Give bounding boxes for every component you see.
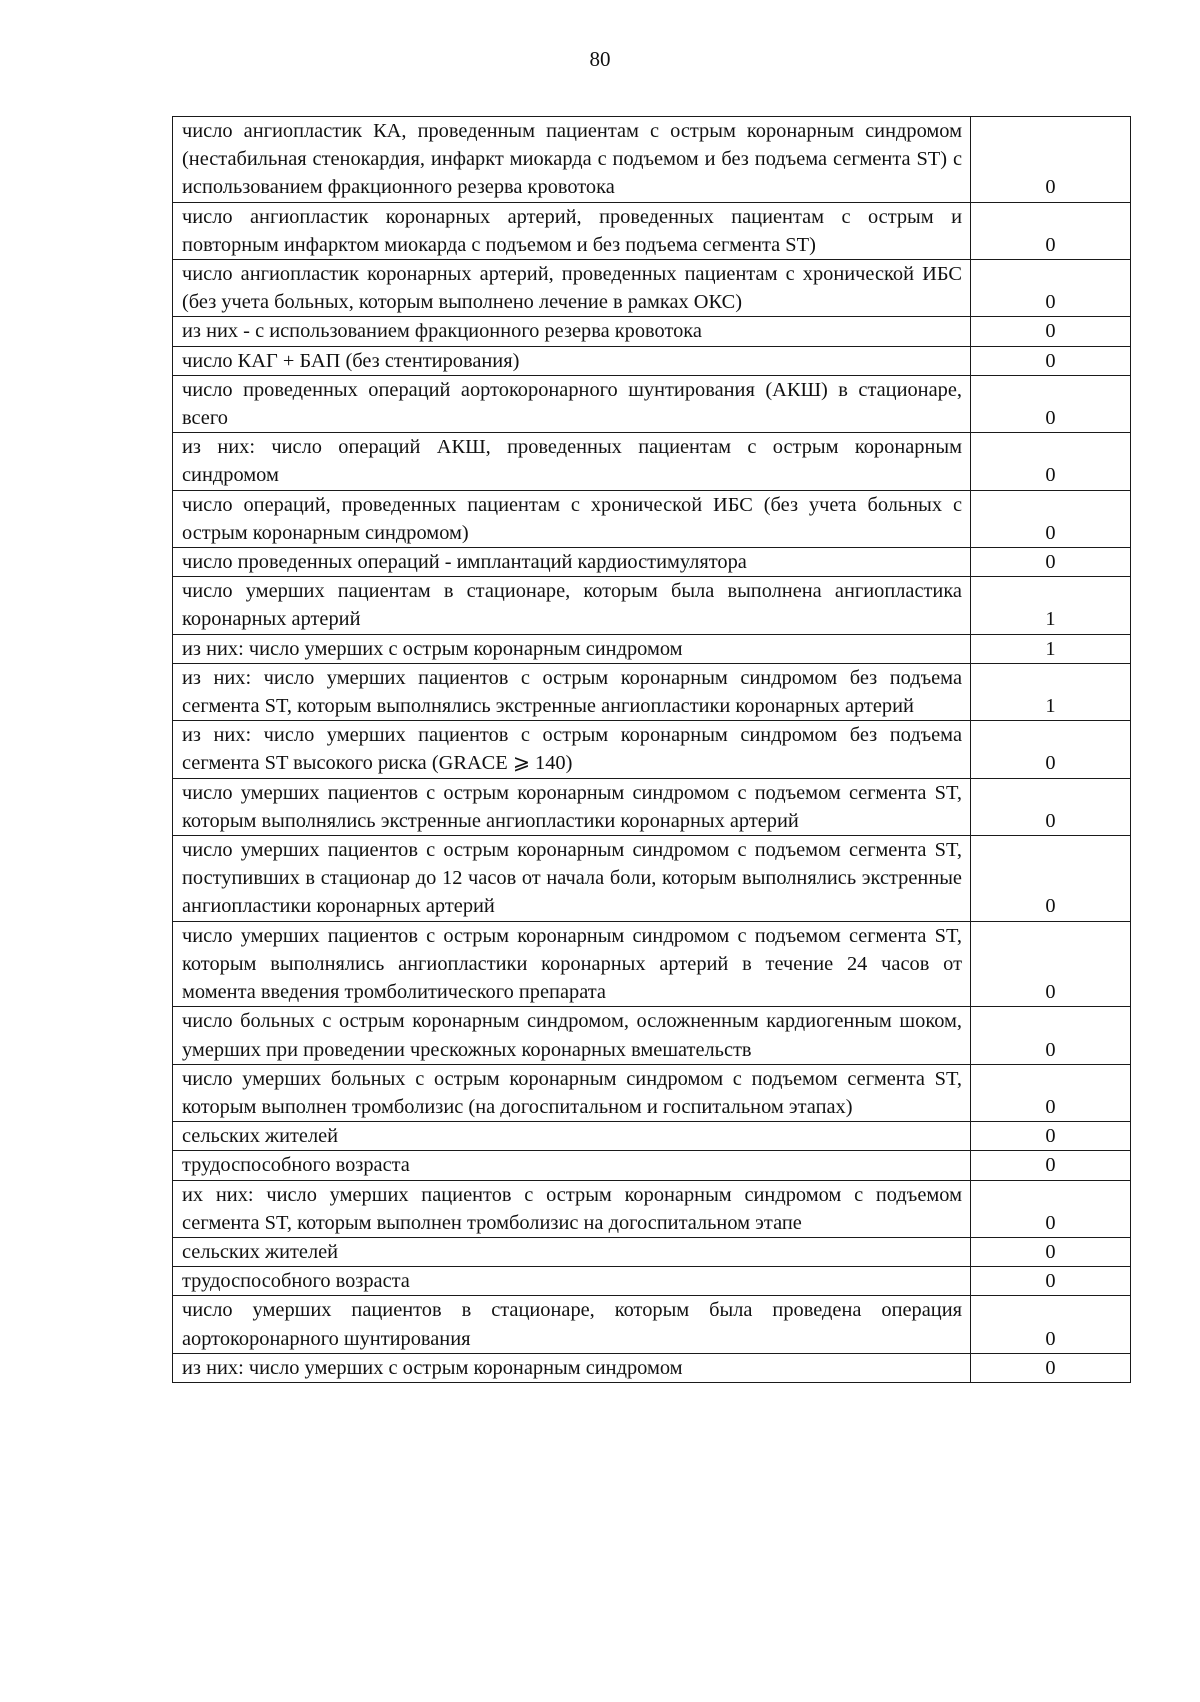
row-value: 0 <box>971 1237 1131 1266</box>
row-value: 0 <box>971 1353 1131 1382</box>
table-row <box>173 1237 1131 1266</box>
row-value: 1 <box>971 634 1131 663</box>
row-value: 0 <box>971 548 1131 577</box>
row-value: 1 <box>971 663 1131 720</box>
row-description: число больных с острым коронарным синдромом, осложненным кардиогенным шоком, умерших при проведении чрескожных коронарных вмешательств <box>173 1007 971 1064</box>
row-description: число умерших больных с острым коронарным синдромом с подъемом сегмента ST, которым выполнен тромболизис (на догоспитальном и госпитальном этапах) <box>173 1064 971 1121</box>
table-row <box>173 1267 1131 1296</box>
row-value: 0 <box>971 433 1131 490</box>
row-description: сельских жителей <box>173 1122 971 1151</box>
row-description: число умерших пациентов с острым коронарным синдромом с подъемом сегмента ST, поступивших в стационар до 12 часов от начала боли, которым выполнялись экстренные ангиопластики коронарных артерий <box>173 836 971 922</box>
row-value: 0 <box>971 1007 1131 1064</box>
table-row <box>173 1122 1131 1151</box>
table-row <box>173 577 1131 634</box>
table-row <box>173 921 1131 1007</box>
row-value: 0 <box>971 346 1131 375</box>
row-description: число умерших пациентам в стационаре, которым была выполнена ангиопластика коронарных артерий <box>173 577 971 634</box>
row-description: трудоспособного возраста <box>173 1267 971 1296</box>
row-value: 0 <box>971 1151 1131 1180</box>
table-row <box>173 663 1131 720</box>
row-value: 0 <box>971 1296 1131 1353</box>
table-row <box>173 548 1131 577</box>
row-value: 0 <box>971 260 1131 317</box>
row-value: 0 <box>971 721 1131 778</box>
row-description: из них: число умерших пациентов с острым коронарным синдромом без подъема сегмента ST высокого риска (GRACE ⩾ 140) <box>173 721 971 778</box>
row-description: число КАГ + БАП (без стентирования) <box>173 346 971 375</box>
row-value: 0 <box>971 921 1131 1007</box>
row-value: 0 <box>971 117 1131 203</box>
table-row <box>173 260 1131 317</box>
table-row <box>173 317 1131 346</box>
table-row <box>173 836 1131 922</box>
row-value: 0 <box>971 1122 1131 1151</box>
row-value: 1 <box>971 577 1131 634</box>
table-row <box>173 1007 1131 1064</box>
row-description: число умерших пациентов в стационаре, которым была проведена операция аортокоронарного шунтирования <box>173 1296 971 1353</box>
page-number: 80 <box>589 47 611 71</box>
row-description: их них: число умерших пациентов с острым коронарным синдромом с подъемом сегмента ST, которым выполнен тромболизис на догоспитальном этапе <box>173 1180 971 1237</box>
row-description: из них: число умерших с острым коронарным синдромом <box>173 1353 971 1382</box>
statistics-table <box>172 116 1131 1383</box>
table-row <box>173 1151 1131 1180</box>
row-value: 0 <box>971 836 1131 922</box>
row-description: из них - с использованием фракционного резерва кровотока <box>173 317 971 346</box>
row-description: число проведенных операций аортокоронарного шунтирования (АКШ) в стационаре, всего <box>173 375 971 432</box>
row-value: 0 <box>971 1064 1131 1121</box>
statistics-table-body <box>173 117 1131 1383</box>
row-value: 0 <box>971 778 1131 835</box>
table-row <box>173 1064 1131 1121</box>
table-row <box>173 375 1131 432</box>
row-description: число проведенных операций - имплантаций кардиостимулятора <box>173 548 971 577</box>
table-row <box>173 346 1131 375</box>
row-description: трудоспособного возраста <box>173 1151 971 1180</box>
row-description: из них: число умерших с острым коронарным синдромом <box>173 634 971 663</box>
table-row <box>173 778 1131 835</box>
table-row <box>173 433 1131 490</box>
table-row <box>173 202 1131 259</box>
row-description: из них: число операций АКШ, проведенных пациентам с острым коронарным синдромом <box>173 433 971 490</box>
row-value: 0 <box>971 1267 1131 1296</box>
row-value: 0 <box>971 202 1131 259</box>
row-description: число ангиопластик коронарных артерий, проведенных пациентам с хронической ИБС (без учета больных, которым выполнено лечение в рамках ОКС) <box>173 260 971 317</box>
row-value: 0 <box>971 1180 1131 1237</box>
table-row <box>173 634 1131 663</box>
row-description: число ангиопластик КА, проведенным пациентам с острым коронарным синдромом (нестабильная стенокардия, инфаркт миокарда с подъемом и без подъема сегмента ST) с использованием фракционного резерва кровотока <box>173 117 971 203</box>
row-description: число операций, проведенных пациентам с хронической ИБС (без учета больных с острым коронарным синдромом) <box>173 490 971 547</box>
row-description: из них: число умерших пациентов с острым коронарным синдромом без подъема сегмента ST, которым выполнялись экстренные ангиопластики коронарных артерий <box>173 663 971 720</box>
table-row <box>173 1180 1131 1237</box>
table-row <box>173 490 1131 547</box>
row-description: сельских жителей <box>173 1237 971 1266</box>
row-description: число умерших пациентов с острым коронарным синдромом с подъемом сегмента ST, которым выполнялись экстренные ангиопластики коронарных артерий <box>173 778 971 835</box>
table-row <box>173 1353 1131 1382</box>
row-description: число умерших пациентов с острым коронарным синдромом с подъемом сегмента ST, которым выполнялись ангиопластики коронарных артерий в течение 24 часов от момента введения тромболитического препарата <box>173 921 971 1007</box>
row-description: число ангиопластик коронарных артерий, проведенных пациентам с острым и повторным инфарктом миокарда с подъемом и без подъема сегмента ST) <box>173 202 971 259</box>
table-row <box>173 1296 1131 1353</box>
row-value: 0 <box>971 375 1131 432</box>
table-row <box>173 721 1131 778</box>
row-value: 0 <box>971 490 1131 547</box>
table-row <box>173 117 1131 203</box>
row-value: 0 <box>971 317 1131 346</box>
